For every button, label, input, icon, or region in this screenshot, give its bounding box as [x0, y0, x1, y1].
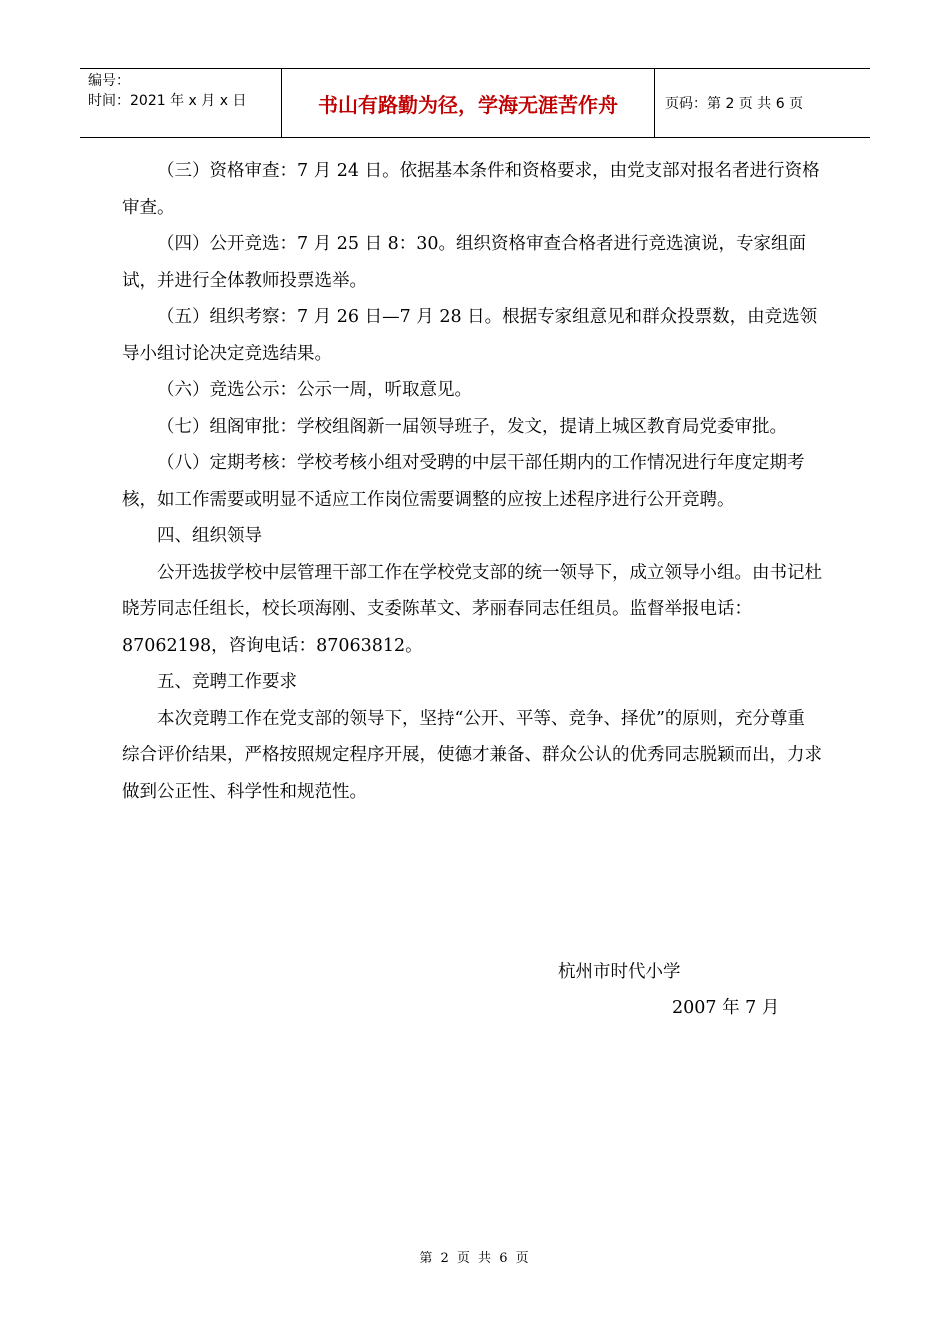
paragraph: （四）公开竞选：7 月 25 日 8：30。组织资格审查合格者进行竞选演说，专家组面试，并进行全体教师投票选举。: [122, 234, 807, 291]
signature-date: 2007 年 7 月: [672, 998, 780, 1018]
signature-organization: 杭州市时代小学: [558, 962, 681, 982]
paragraph: （三）资格审查：7 月 24 日。依据基本条件和资格要求，由党支部对报名者进行资格审查。: [122, 161, 820, 218]
paragraph: 公开选拔学校中层管理干部工作在学校党支部的统一领导下，成立领导小组。由书记杜晓芳同志任组长，校长项海刚、支委陈革文、茅丽春同志任组员。监督举报电话：87062198，咨询电话：87063812。: [122, 562, 822, 656]
code-label: 编号：: [88, 73, 130, 89]
paragraph: （七）组阁审批：学校组阁新一届领导班子，发文，提请上城区教育局党委审批。: [157, 416, 787, 437]
paragraph: （八）定期考核：学校考核小组对受聘的中层干部任期内的工作情况进行年度定期考核，如工作需要或明显不适应工作岗位需要调整的应按上述程序进行公开竞聘。: [122, 453, 805, 510]
page-footer: 第 2 页 共 6 页: [419, 1251, 531, 1266]
paragraph: 本次竞聘工作在党支部的领导下，坚持“公开、平等、竞争、择优”的原则，充分尊重综合评价结果，严格按照规定程序开展，使德才兼备、群众公认的优秀同志脱颖而出，力求做到公正性、科学性和规范性。: [122, 708, 822, 802]
header-motto: 书山有路勤为径，学海无涯苦作舟: [282, 69, 655, 137]
section-heading: 四、组织领导: [157, 526, 262, 546]
document-header: [80, 68, 870, 138]
section-heading: 五、竞聘工作要求: [157, 672, 297, 692]
paragraph: （六）竞选公示：公示一周，听取意见。: [157, 380, 472, 400]
paragraph: （五）组织考察：7 月 26 日—7 月 28 日。根据专家组意见和群众投票数，由竞选领导小组讨论决定竞选结果。: [122, 307, 818, 364]
document-body: [122, 153, 822, 810]
header-page-info: 页码：第 2 页 共 6 页: [665, 96, 804, 112]
date-line: 时间：2021 年 x 月 x 日: [88, 93, 247, 109]
header-meta: [80, 69, 282, 137]
